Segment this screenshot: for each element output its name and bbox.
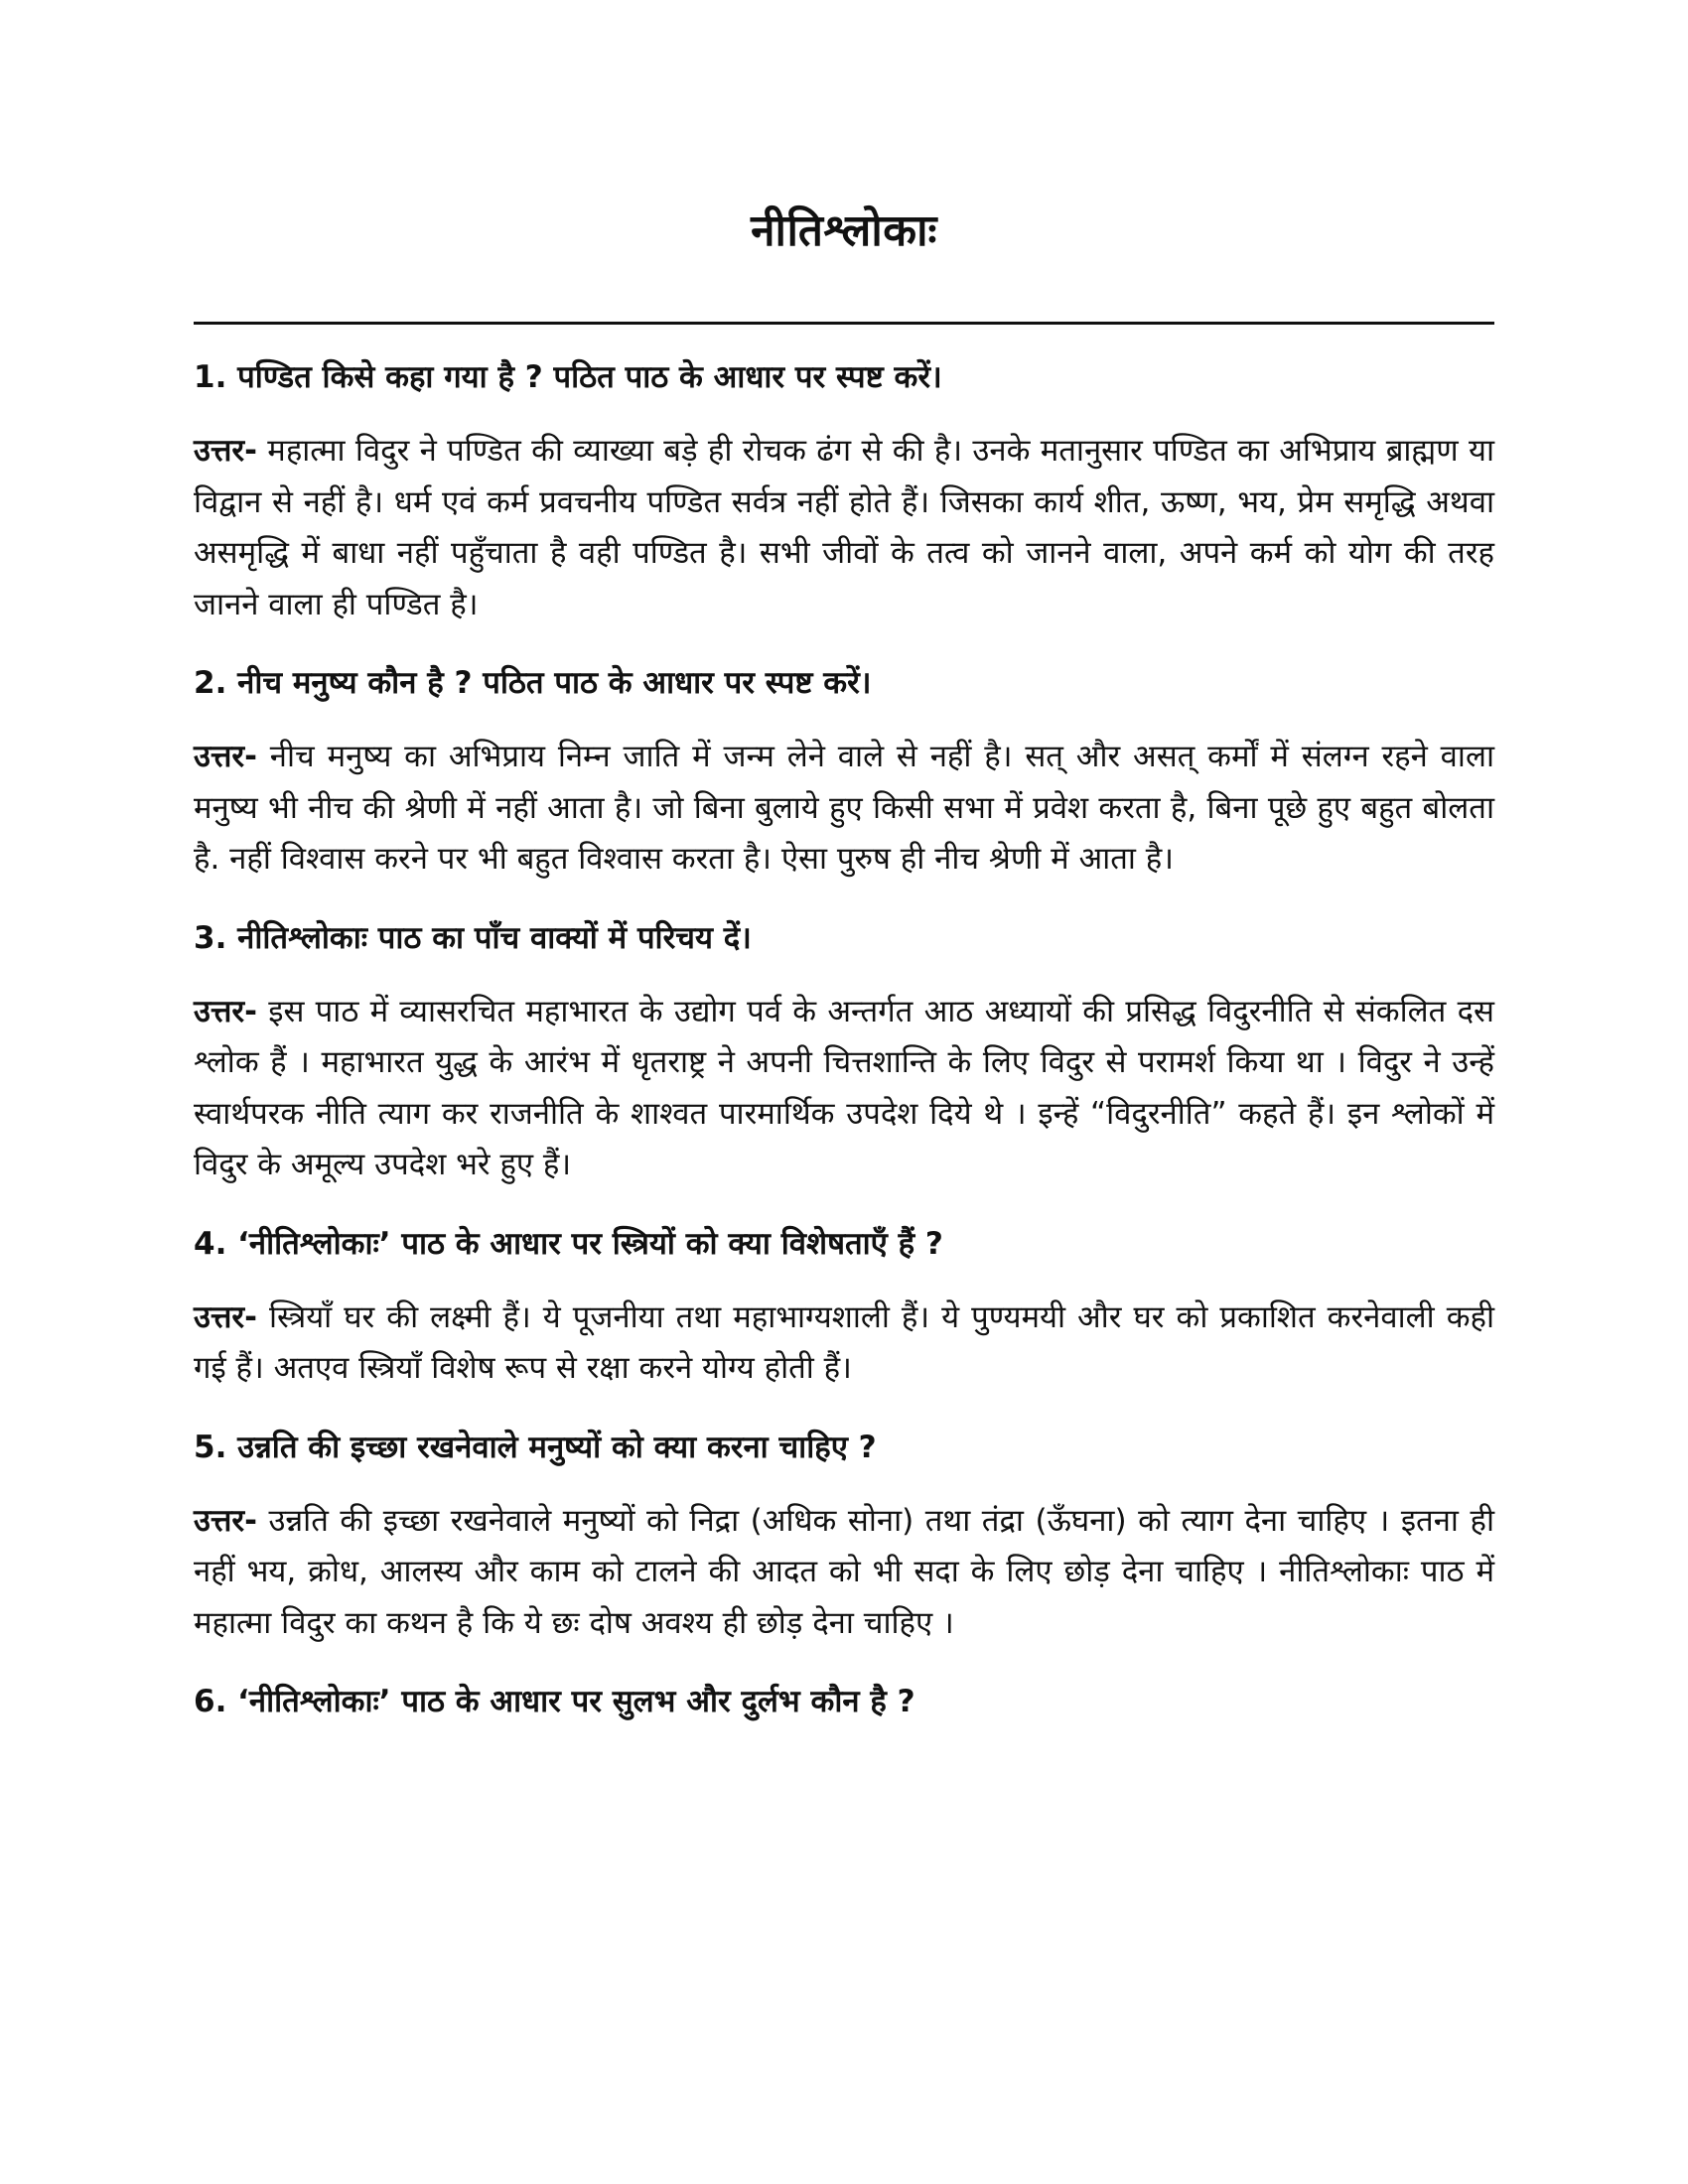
question-4: 4. ‘नीतिश्लोकाः’ पाठ के आधार पर स्त्रियों को क्या विशेषताएँ हैं ? [194,1225,943,1262]
document-page [194,0,1494,1724]
answer-3 [194,987,1494,1191]
question-6: 6. ‘नीतिश्लोकाः’ पाठ के आधार पर सुलभ और दुर्लभ कौन है ? [194,1684,915,1719]
qa-item-1 [194,354,1494,630]
question-5: 5. उन्नति की इच्छा रखनेवाले मनुष्यों को क्या करना चाहिए ? [194,1429,877,1465]
answer-label: उत्तर- [194,1502,257,1539]
qa-item-2 [194,660,1494,886]
qa-item-5 [194,1425,1494,1650]
title-divider [194,322,1494,325]
answer-1 [194,426,1494,630]
answer-text: स्त्रियाँ घर की लक्ष्मी हैं। ये पूजनीया तथा महाभाग्यशाली हैं। ये पुण्यमयी और घर को प्रकाशित करनेवाली कही गई हैं। अतएव स्त्रियाँ विशेष रूप से रक्षा करने योग्य होती हैं। [194,1298,1494,1386]
answer-text: इस पाठ में व्यासरचित महाभारत के उद्योग पर्व के अन्तर्गत आठ अध्यायों की प्रसिद्ध विदुरनीति से संकलित दस श्लोक हैं । महाभारत युद्ध के आरंभ में धृतराष्ट्र ने अपनी चित्तशान्ति के लिए विदुर से परामर्श किया था । विदुर ने उन्हें स्वार्थपरक नीति त्याग कर राजनीति के शाश्वत पारमार्थिक उपदेश दिये थे । इन्हें “विदुरनीति” कहते हैं। इन श्लोकों में विदुर के अमूल्य उपदेश भरे हुए हैं। [194,993,1494,1182]
answer-text: उन्नति की इच्छा रखनेवाले मनुष्यों को निद्रा (अधिक सोना) तथा तंद्रा (ऊँघना) को त्याग देना चाहिए । इतना ही नहीं भय, क्रोध, आलस्य और काम को टालने की आदत को भी सदा के लिए छोड़ देना चाहिए । नीतिश्लोकाः पाठ में महात्मा विदुर का कथन है कि ये छः दोष अवश्य ही छोड़ देना चाहिए । [194,1502,1494,1641]
question-3: 3. नीतिश्लोकाः पाठ का पाँच वाक्यों में परिचय दें। [194,919,752,956]
answer-text: महात्मा विदुर ने पण्डित की व्याख्या बड़े ही रोचक ढंग से की है। उनके मतानुसार पण्डित का अभिप्राय ब्राह्मण या विद्वान से नहीं है। धर्म एवं कर्म प्रवचनीय पण्डित सर्वत्र नहीं होते हैं। जिसका कार्य शीत, ऊष्ण, भय, प्रेम समृद्धि अथवा असमृद्धि में बाधा नहीं पहुँचाता है वही पण्डित है। सभी जीवों के तत्व को जानने वाला, अपने कर्म को योग की तरह जानने वाला ही पण्डित है। [194,433,1494,622]
question-1: 1. पण्डित किसे कहा गया है ? पठित पाठ के आधार पर स्पष्ट करें। [194,359,942,395]
answer-label: उत्तर- [194,1298,257,1335]
page-title: नीतिश्लोकाः [751,205,937,256]
answer-2 [194,732,1494,886]
question-2: 2. नीच मनुष्य कौन है ? पठित पाठ के आधार पर स्पष्ट करें। [194,665,872,701]
answer-label: उत्तर- [194,993,257,1029]
answer-label: उत्तर- [194,433,257,469]
qa-item-3 [194,915,1494,1191]
answer-text: नीच मनुष्य का अभिप्राय निम्न जाति में जन्म लेने वाले से नहीं है। सत् और असत् कर्मों में संलग्न रहने वाला मनुष्य भी नीच की श्रेणी में नहीं आता है। जो बिना बुलाये हुए किसी सभा में प्रवेश करता है, बिना पूछे हुए बहुत बोलता है. नहीं विश्वास करने पर भी बहुत विश्वास करता है। ऐसा पुरुष ही नीच श्रेणी में आता है। [194,739,1494,877]
qa-item-4 [194,1221,1494,1395]
answer-label: उत्तर- [194,739,257,774]
answer-5 [194,1496,1494,1650]
qa-item-6 [194,1679,1494,1724]
answer-4 [194,1293,1494,1395]
